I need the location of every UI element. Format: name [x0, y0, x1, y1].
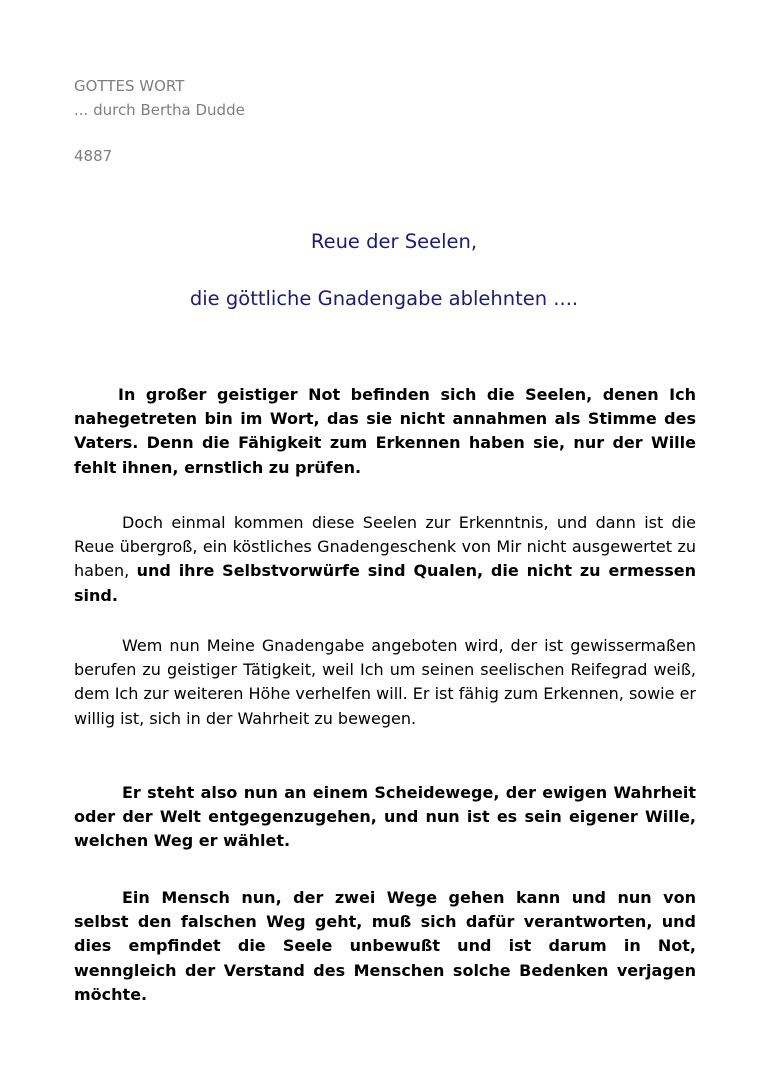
title-line-2: die göttliche Gnadengabe ablehnten ....	[189, 287, 579, 310]
paragraph-2-text: Doch einmal kommen diese Seelen zur Erkenntnis, und dann ist die Reue übergroß, ein köstliches Gnadengeschenk von Mir nicht ausgewertet zu haben,	[74, 513, 696, 581]
paragraph-4: Er steht also nun an einem Scheidewege, der ewigen Wahrheit oder der Welt entgegenzugehen, und nun ist es sein eigener Wille, welchen Weg er wählet.	[74, 783, 696, 851]
paragraph-1: In großer geistiger Not befinden sich die Seelen, denen Ich nahegetreten bin im Wort, das sie nicht annahmen als Stimme des Vaters. Denn die Fähigkeit zum Erkennen haben sie, nur der Wille fehlt ihnen, ernstlich zu prüfen.	[74, 385, 696, 477]
paragraph-5: Ein Mensch nun, der zwei Wege gehen kann und nun von selbst den falschen Weg geht, muß sich dafür verantworten, und dies empfindet die Seele unbewußt und ist darum in Not, wenngleich der Verstand des Menschen solche Bedenken verjagen möchte.	[74, 888, 696, 1004]
title-line-1: Reue der Seelen,	[310, 230, 478, 253]
author-line: ... durch Bertha Dudde	[74, 101, 245, 119]
paragraph-2-bold-text: und ihre Selbstvorwürfe sind Qualen, die nicht zu ermessen sind.	[74, 561, 696, 605]
paragraph-3: Wem nun Meine Gnadengabe angeboten wird, der ist gewissermaßen berufen zu geistiger Tätigkeit, weil Ich um seinen seelischen Reifegrad weiß, dem Ich zur weiteren Höhe verhelfen will. Er ist fähig zum Erkennen, sowie er willig ist, sich in der Wahrheit zu bewegen.	[74, 636, 696, 728]
document-number: 4887	[74, 147, 113, 165]
document-header	[74, 74, 245, 122]
series-title: GOTTES WORT	[74, 77, 185, 95]
paragraph-2	[74, 511, 696, 608]
